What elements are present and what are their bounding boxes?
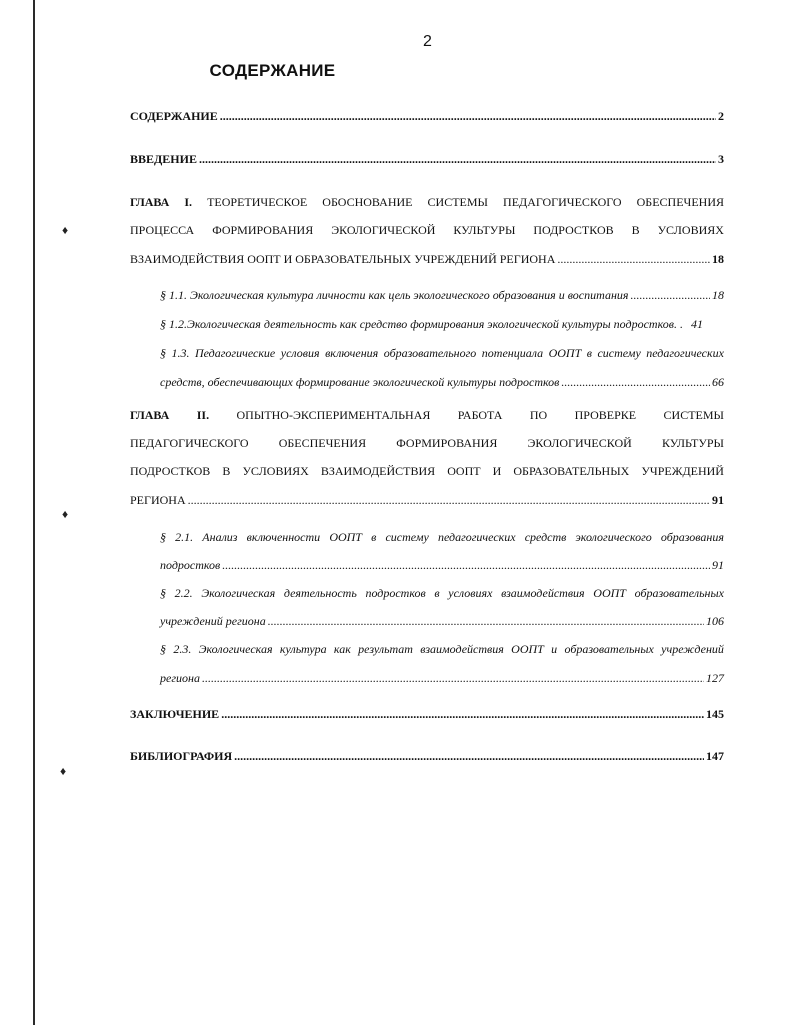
dot-leader [268, 613, 704, 629]
section-2-1-line-1: § 2.1. Анализ включенности ООПТ в систему педагогических средств экологического образования [160, 530, 724, 544]
toc-page-number: 41 [690, 317, 703, 331]
dot-leader [202, 670, 704, 686]
toc-page-number: 106 [706, 614, 724, 628]
toc-section-2-1-end [160, 557, 724, 573]
page-title: СОДЕРЖАНИЕ [209, 61, 336, 80]
scan-speck: ♦ [62, 223, 69, 237]
toc-section-label: подростков [160, 558, 221, 572]
toc-page-number: 91 [712, 558, 724, 572]
toc-entry-chapter-2-end [130, 492, 724, 508]
toc-entry-label: СОДЕРЖАНИЕ [130, 109, 218, 123]
toc-section-1-1[interactable] [160, 287, 724, 303]
toc-page-number: 145 [706, 707, 724, 721]
toc-page-number: 147 [706, 749, 724, 763]
toc-entry-chapter-1[interactable] [130, 194, 724, 210]
toc-section-label: § 1.2.Экологическая деятельность как средство формирования экологической культуры подростков. . [160, 317, 683, 331]
toc-section-2-2[interactable] [160, 585, 724, 601]
toc-section-1-3[interactable] [160, 345, 724, 361]
toc-section-1-3-end [160, 374, 724, 390]
toc-page-number: 66 [712, 375, 724, 389]
toc-section-label: § 1.1. Экологическая культура личности как цель экологического образования и воспитания [160, 288, 629, 302]
toc-page-number: 18 [712, 252, 724, 266]
chapter-2-line-2: ПЕДАГОГИЧЕСКОГО ОБЕСПЕЧЕНИЯ ФОРМИРОВАНИЯ ЭКОЛОГИЧЕСКОЙ КУЛЬТУРЫ [130, 436, 724, 450]
dot-leader [234, 748, 704, 764]
toc-section-label: средств, обеспечивающих формирование экологической культуры подростков [160, 375, 560, 389]
chapter-2-line-4: РЕГИОНА [130, 493, 186, 507]
chapter-1-line-2: ПРОЦЕССА ФОРМИРОВАНИЯ ЭКОЛОГИЧЕСКОЙ КУЛЬТУРЫ ПОДРОСТКОВ В УСЛОВИЯХ [130, 223, 724, 237]
toc-entry-chapter-2-cont [130, 435, 724, 451]
toc-entry-label: ВВЕДЕНИЕ [130, 152, 197, 166]
dot-leader [188, 492, 710, 508]
section-1-3-line-1: § 1.3. Педагогические условия включения образовательного потенциала ООПТ в систему педагогических [160, 346, 724, 360]
scan-binding-edge [33, 0, 35, 1025]
dot-leader [221, 706, 704, 722]
scan-speck: ♦ [60, 764, 67, 778]
toc-entry-chapter-1-cont [130, 222, 724, 238]
toc-section-label: региона [160, 671, 200, 685]
dot-leader [222, 557, 710, 573]
toc-section-label: учреждений региона [160, 614, 266, 628]
section-2-2-line-1: § 2.2. Экологическая деятельность подростков в условиях взаимодействия ООПТ образовательных [160, 586, 724, 600]
dot-leader [199, 151, 716, 167]
toc-entry-bibliography[interactable] [130, 748, 724, 764]
dot-leader [561, 374, 710, 390]
section-2-3-line-1: § 2.3. Экологическая культура как результат взаимодействия ООПТ и образовательных учреждений [160, 642, 724, 656]
toc-entry-label: БИБЛИОГРАФИЯ [130, 749, 233, 763]
toc-section-2-3[interactable] [160, 641, 724, 657]
toc-section-2-3-end [160, 670, 724, 686]
toc-page-number: 127 [706, 671, 724, 685]
toc-page-number: 18 [712, 288, 724, 302]
dot-leader [630, 287, 710, 303]
scan-speck: ♦ [62, 507, 69, 521]
toc-entry-label: ЗАКЛЮЧЕНИЕ [130, 707, 220, 721]
toc-entry-chapter-2-cont2 [130, 463, 724, 479]
toc-section-1-2[interactable] [160, 316, 724, 332]
toc-page-number: 91 [712, 493, 724, 507]
toc-section-2-1[interactable] [160, 529, 724, 545]
chapter-1-line-3: ВЗАИМОДЕЙСТВИЯ ООПТ И ОБРАЗОВАТЕЛЬНЫХ УЧРЕЖДЕНИЙ РЕГИОНА [130, 252, 556, 266]
toc-entry-contents[interactable] [130, 108, 724, 124]
chapter-2-line-3: ПОДРОСТКОВ В УСЛОВИЯХ ВЗАИМОДЕЙСТВИЯ ООПТ И ОБРАЗОВАТЕЛЬНЫХ УЧРЕЖДЕНИЙ [130, 464, 724, 478]
chapter-2-line-1: ГЛАВА II. ОПЫТНО-ЭКСПЕРИМЕНТАЛЬНАЯ РАБОТА ПО ПРОВЕРКЕ СИСТЕМЫ [130, 408, 724, 422]
toc-entry-introduction[interactable] [130, 151, 724, 167]
toc-section-2-2-end [160, 613, 724, 629]
toc-entry-chapter-1-end [130, 251, 724, 267]
page-number: 2 [423, 33, 432, 50]
dot-leader [220, 108, 716, 124]
toc-entry-conclusion[interactable] [130, 706, 724, 722]
toc-page-number: 3 [718, 152, 724, 166]
toc-page-number: 2 [718, 109, 724, 123]
chapter-1-line-1: ГЛАВА I. ТЕОРЕТИЧЕСКОЕ ОБОСНОВАНИЕ СИСТЕМЫ ПЕДАГОГИЧЕСКОГО ОБЕСПЕЧЕНИЯ [130, 195, 724, 209]
dot-leader [557, 251, 710, 267]
toc-entry-chapter-2[interactable] [130, 407, 724, 423]
